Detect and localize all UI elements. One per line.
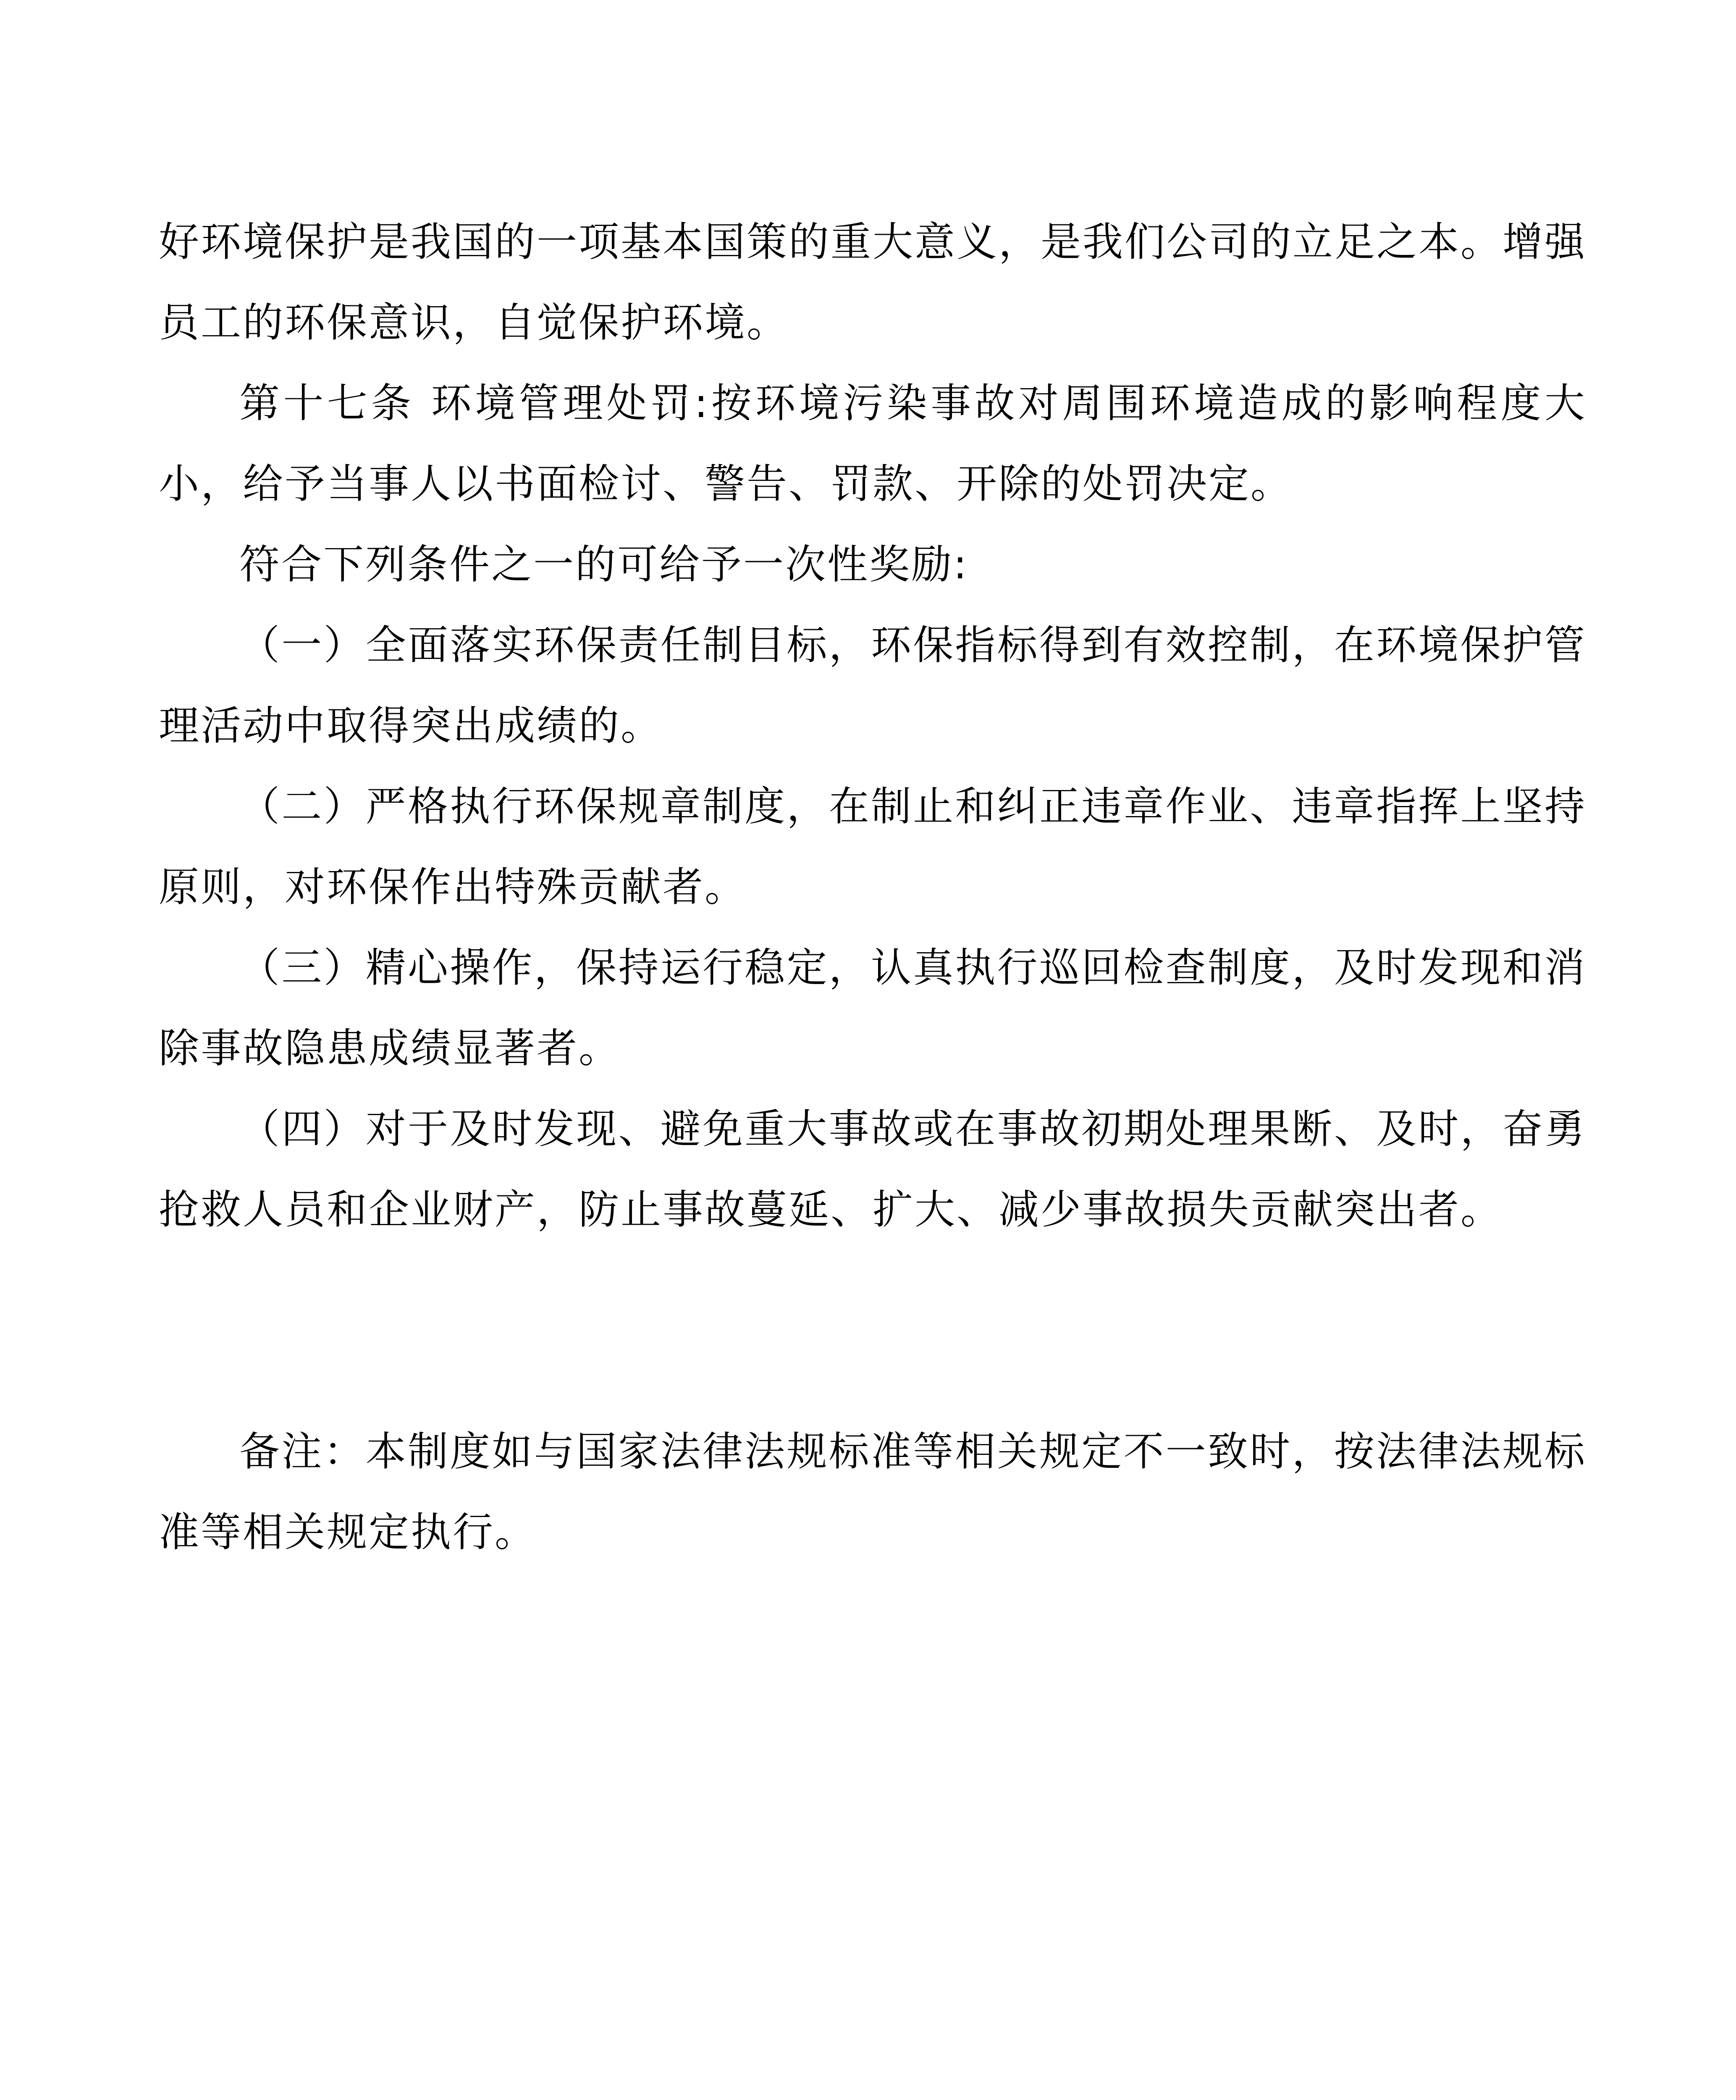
paragraph-condition-3: （三）精心操作，保持运行稳定，认真执行巡回检查制度，及时发现和消除事故隐患成绩显著者。 <box>159 944 1587 1072</box>
paragraph-continuation: 好环境保护是我国的一项基本国策的重大意义，是我们公司的立足之本。增强员工的环保意识，自觉保护环境。 <box>159 218 1587 346</box>
paragraph-condition-4: （四）对于及时发现、避免重大事故或在事故初期处理果断、及时，奋勇抢救人员和企业财产，防止事故蔓延、扩大、减少事故损失贡献突出者。 <box>159 1105 1587 1233</box>
document-body <box>159 202 1587 1572</box>
paragraph-article-17: 第十七条 环境管理处罚:按环境污染事故对周围环境造成的影响程度大小，给予当事人以书面检讨、警告、罚款、开除的处罚决定。 <box>159 380 1587 507</box>
paragraph-reward-conditions: 符合下列条件之一的可给予一次性奖励: <box>239 541 969 588</box>
paragraph-condition-1: （一）全面落实环保责任制目标，环保指标得到有效控制，在环境保护管理活动中取得突出成绩的。 <box>159 622 1587 749</box>
paragraph-condition-2: （二）严格执行环保规章制度，在制止和纠正违章作业、违章指挥上坚持原则，对环保作出特殊贡献者。 <box>159 783 1587 911</box>
paragraph-note: 备注：本制度如与国家法律法规标准等相关规定不一致时，按法律法规标准等相关规定执行。 <box>159 1428 1587 1556</box>
